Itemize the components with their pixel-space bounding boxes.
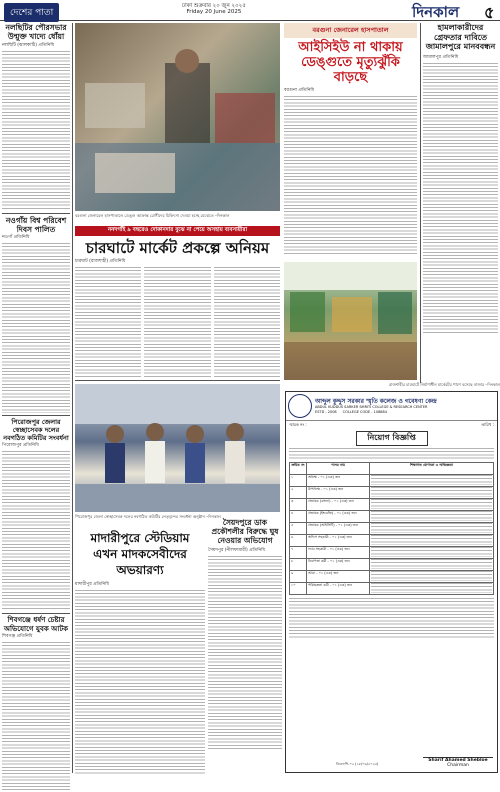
table-row (290, 475, 494, 487)
barguna-byline: বরগুনা প্রতিনিধি (284, 88, 315, 93)
row-post: পরিচ্ছন্নতা কর্মী - ০১ (এক) জন (307, 583, 370, 595)
hospital-photo-caption: বরগুনা জেনারেল হাসপাতালে ডেঙ্গু আক্রান্ত রোগীদের চিকিৎসা দেওয়া হচ্ছে মেঝেতে –দিনকাল (75, 213, 230, 218)
story-nalchiti-byline: নলছিটি (ঝালকাঠি) প্রতিনিধি (2, 43, 55, 48)
charghat-headline: চারঘাটে মার্কেট প্রকল্পে অনিয়ম (85, 239, 270, 257)
row-sl: ১০ (290, 583, 307, 595)
story-shibganj-headline: শিবগঞ্জে ধর্ষণ চেষ্টার অভিযোগে যুবক আটক (3, 616, 69, 633)
madaripur-headline-3: অভয়ারণ্য (116, 563, 164, 577)
row-qualification (370, 571, 494, 583)
institution-name: আব্দুল কুদ্দুস সরকার স্মৃতি কলেজ ও গবেষণা কেন্দ্র (315, 398, 437, 406)
row-sl: ৭ (290, 547, 307, 559)
market-scene-illustration (284, 262, 417, 380)
row-post: অফিস সহকারী - ০১ (এক) জন (307, 535, 370, 547)
estd: ESTD - 2008 (315, 409, 337, 414)
row-sl: ৩ (290, 499, 307, 511)
column-rule (72, 23, 73, 773)
story-nalchiti-body (2, 51, 70, 211)
story-pirojpur-body (2, 451, 70, 611)
row-sl: ৫ (290, 523, 307, 535)
ad-code: ডিএফপি-০২ (১৮/০৬/২০২৫) (336, 762, 379, 766)
col-sl: ক্রমিক নং (290, 463, 307, 475)
signature-mark (423, 747, 493, 758)
market-photo (284, 262, 417, 380)
market-photo-caption: রাজশাহীর চারঘাটে নির্মাণাধীন মার্কেটের পাশে বসেছে বাজার –দিনকাল (388, 382, 500, 387)
row-qualification (370, 499, 494, 511)
divider (2, 213, 70, 214)
row-qualification (370, 547, 494, 559)
memo-label: স্মারক নং : (289, 422, 307, 427)
vacancy-table-header (290, 463, 494, 475)
pirojpur-photo-caption: পিরোজপুর জেলা স্বেচ্ছাসেবক দলের নবগঠিত কমিটির নেতৃবৃন্দের সংবর্ধনা অনুষ্ঠান –দিনকাল (75, 514, 221, 519)
divider (2, 415, 70, 416)
story-pirojpur-headline: পিরোজপুর জেলার স্বেচ্ছাসেবক দলের নবগঠিত কমিটির সংবর্ধনা (3, 418, 69, 442)
row-sl: ৯ (290, 571, 307, 583)
charghat-body (75, 267, 280, 377)
row-post: প্রভাষক (আইসিটি) - ০১ (এক) জন (307, 523, 370, 535)
col-qualification: শিক্ষাগত যোগ্যতা ও অভিজ্ঞতা (370, 463, 494, 475)
notice-intro (289, 448, 494, 460)
date-label: তারিখ : (481, 422, 494, 427)
story-naogaon-byline: নওগাঁ প্রতিনিধি (2, 235, 30, 240)
row-qualification (370, 583, 494, 595)
page-number: ৫ (484, 3, 495, 22)
story-nalchiti-headline: নলছিটির পৌরসভার উন্মুক্ত খাদ্যে ধোঁয়া (5, 23, 67, 41)
story-pirojpur-byline: পিরোজপুর প্রতিনিধি (2, 443, 39, 448)
charghat-body-col-1 (75, 267, 141, 377)
column-rule (420, 23, 421, 383)
divider (2, 613, 70, 614)
table-row (290, 511, 494, 523)
row-qualification (370, 559, 494, 571)
right-column (423, 23, 498, 383)
table-row (290, 523, 494, 535)
notice-header (286, 392, 497, 421)
divider (75, 380, 280, 381)
row-post: উপাধ্যক্ষ - ০১ (এক) জন (307, 487, 370, 499)
page-header (0, 0, 500, 21)
signer-name: Sharif Ahamed Shebloe (428, 758, 488, 763)
section-label: দেশের পাতা (4, 3, 59, 22)
row-sl: ৮ (290, 559, 307, 571)
pirojpur-scene-illustration (75, 384, 280, 512)
date-en: Friday 20 June 2025 (186, 9, 242, 15)
recruitment-notice-ad (285, 391, 498, 773)
barguna-body (284, 96, 417, 256)
barguna-headline-3: বাড়ছে (333, 70, 368, 85)
row-sl: ২ (290, 487, 307, 499)
date-bn: ঢাকা শুক্রবার ২০ জুন ২০২৫ (182, 3, 246, 9)
college-code: COLLEGE CODE - 108884 (342, 409, 387, 414)
institution-name-en: ABDUL KUDDUS SARKER SMRITI COLLEGE & RESEARCH CENTER (315, 405, 428, 410)
barguna-kicker: বরগুনা জেনারেল হাসপাতাল (284, 23, 417, 38)
left-column (2, 23, 70, 773)
vacancy-table (289, 462, 494, 595)
charghat-body-col-2 (144, 267, 210, 377)
hospital-scene-illustration (75, 23, 280, 211)
madaripur-story (75, 530, 205, 773)
madaripur-headline-2: এখন মাদকসেবীদের (93, 547, 187, 561)
row-post: আয়া - ০১ (এক) জন (307, 571, 370, 583)
madaripur-body (75, 590, 205, 775)
notice-terms (289, 598, 494, 638)
row-qualification (370, 511, 494, 523)
college-logo-icon (288, 394, 312, 418)
jamalpur-headline: হামলাকারীদের গ্রেফতার দাবিতে জামালপুরে মানববন্ধন (425, 23, 496, 51)
story-shibganj-body (2, 642, 70, 792)
hospital-photo (75, 23, 280, 211)
notice-title: নিয়োগ বিজ্ঞপ্তি (356, 431, 428, 446)
row-post: অধ্যক্ষ - ০১ (এক) জন (307, 475, 370, 487)
saidpur-byline: সৈয়দপুর (নীলফামারী) প্রতিনিধি (208, 548, 266, 553)
story-naogaon-body (2, 243, 70, 413)
newspaper-name: দিনকাল (412, 3, 460, 21)
table-row (290, 583, 494, 595)
row-sl: ৪ (290, 511, 307, 523)
barguna-headline-2: ডেঙ্গুতে মৃত্যুঝুঁকি (301, 55, 400, 70)
row-qualification (370, 487, 494, 499)
row-qualification (370, 475, 494, 487)
row-qualification (370, 535, 494, 547)
jamalpur-body (423, 63, 498, 333)
row-qualification (370, 523, 494, 535)
pirojpur-photo (75, 384, 280, 512)
row-post: ল্যাব সহকারী - ০১ (এক) জন (307, 547, 370, 559)
barguna-headline-1: আইসিইউ না থাকায় (298, 40, 403, 55)
signer-title: Chairman (447, 763, 469, 768)
saidpur-body (208, 556, 282, 751)
madaripur-byline: মাদারীপুর প্রতিনিধি (75, 582, 110, 587)
signature-block (423, 747, 493, 768)
row-post: প্রভাষক (বাংলা) - ০১ (এক) জন (307, 499, 370, 511)
madaripur-headline-1: মাদারীপুরে স্টেডিয়াম (90, 531, 190, 545)
table-row (290, 559, 494, 571)
row-sl: ১ (290, 475, 307, 487)
table-row (290, 547, 494, 559)
table-row (290, 571, 494, 583)
row-post: নিরাপত্তা কর্মী - ০১ (এক) জন (307, 559, 370, 571)
charghat-body-col-3 (214, 267, 280, 377)
row-post: প্রভাষক (ইংরেজি) - ০১ (এক) জন (307, 511, 370, 523)
table-row (290, 535, 494, 547)
charghat-byline: চারঘাট (রাজশাহী) প্রতিনিধি (75, 259, 126, 264)
barguna-story (284, 23, 417, 263)
story-shibganj-byline: শিবগঞ্জ প্রতিনিধি (2, 634, 33, 639)
table-row (290, 487, 494, 499)
saidpur-story (208, 518, 282, 773)
charghat-story (75, 226, 280, 376)
row-sl: ৬ (290, 535, 307, 547)
charghat-kicker: ননদগাঁই ৯ বছরেও দোকানদার বুঝে না পেয়ে অসহায় ব্যবসায়ীরা (75, 226, 280, 236)
jamalpur-byline: জামালপুর প্রতিনিধি (423, 54, 459, 60)
col-post: পদের নাম (307, 463, 370, 475)
dateline (182, 3, 246, 15)
saidpur-headline: সৈয়দপুরে ডাক প্রকৌশলীর বিরুদ্ধে ঘুষ নেওয়ার অভিযোগ (211, 518, 279, 545)
table-row (290, 499, 494, 511)
story-naogaon-headline: নওগাঁয় বিশ্ব পরিবেশ দিবস পালিত (5, 216, 67, 234)
